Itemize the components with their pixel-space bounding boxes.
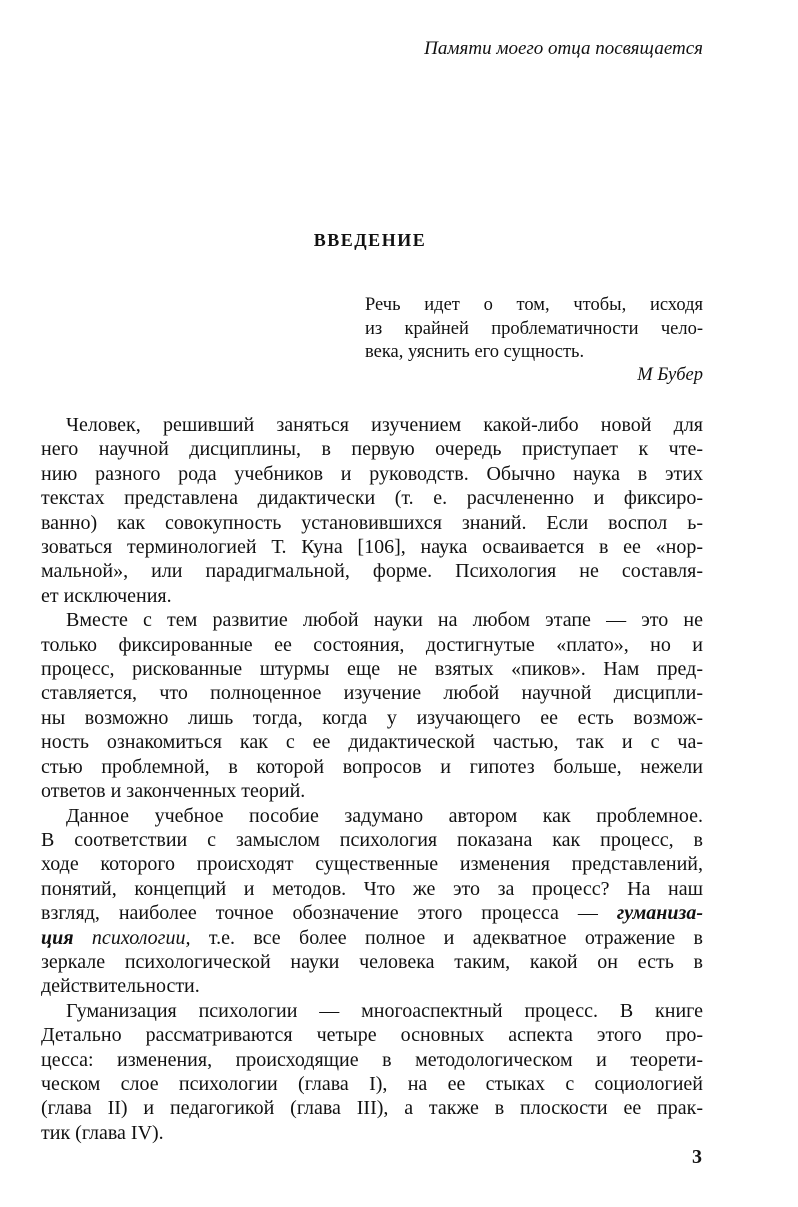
text-line: тик (глава IV). — [41, 1121, 164, 1144]
text-line: зоваться терминологией Т. Куна [106], наука осваивается в ее «нор- — [41, 536, 703, 559]
text-line: ставляется, что полноценное изучение любой научной дисципли- — [41, 682, 703, 705]
paragraph-3 — [41, 804, 703, 999]
paragraph-4 — [41, 999, 703, 1145]
text-line: ходе которого происходят существенные изменения представлений, — [41, 853, 703, 876]
text-line: текстах представлена дидактически (т. е. расчлененно и фиксиро- — [41, 487, 703, 510]
text-line: ет исключения. — [41, 584, 172, 607]
text-line: Детально рассматриваются четыре основных аспекта этого про- — [41, 1024, 703, 1047]
text-line: (глава II) и педагогикой (глава III), а также в плоскости ее прак- — [41, 1097, 703, 1120]
text-run: т.е. все более полное и адекватное отражение в — [190, 926, 703, 949]
paragraph-2 — [41, 608, 703, 803]
text-line: Данное учебное пособие задумано автором как проблемное. — [66, 804, 703, 827]
epigraph — [365, 294, 703, 365]
text-line: стью проблемной, в которой вопросов и гипотез больше, нежели — [41, 755, 703, 778]
body-text — [41, 413, 703, 1145]
text-line: Гуманизация психологии — многоаспектный процесс. В книге — [66, 999, 703, 1022]
text-line: мальной», или парадигмальной, форме. Психология не составля- — [41, 560, 703, 583]
text-line: Человек, решивший заняться изучением какой-либо новой для — [66, 414, 703, 436]
text-line: нию разного рода учебников и руководств. Обычно наука в этих — [41, 462, 703, 485]
text-line: ванно) как совокупность установившихся знаний. Если воспол ь- — [41, 511, 703, 534]
text-line: ность ознакомиться как с ее дидактической частью, так и с ча- — [41, 731, 703, 754]
epigraph-line: из крайней проблематичности чело- — [365, 318, 703, 339]
epigraph-author: М Бубер — [637, 365, 703, 385]
emphasized-term: ция — [41, 926, 74, 949]
epigraph-line: века, уяснить его сущность. — [365, 342, 585, 362]
text-line: цесса: изменения, происходящие в методологическом и теорети- — [41, 1048, 703, 1071]
dedication: Памяти моего отца посвящается — [424, 38, 703, 59]
text-line: ответов и законченных теорий. — [41, 780, 306, 803]
text-run: взгляд, наиболее точное обозначение этого процесса — — [41, 902, 617, 925]
text-line: него научной дисциплины, в первую очередь приступает к чте- — [41, 438, 703, 461]
epigraph-line: Речь идет о том, чтобы, исходя — [365, 295, 703, 315]
text-line: действительности. — [41, 975, 200, 998]
chapter-title: ВВЕДЕНИЕ — [313, 230, 427, 250]
text-line: Вместе с тем развитие любой науки на любом этапе — это не — [66, 609, 703, 632]
text-line — [41, 926, 703, 950]
text-line: только фиксированные ее состояния, достигнутые «плато», но и — [41, 633, 703, 656]
page-number: 3 — [692, 1146, 702, 1168]
text-line: В соответствии с замыслом психология показана как процесс, в — [41, 828, 703, 851]
text-line — [41, 901, 703, 925]
text-line: ны возможно лишь тогда, когда у изучающего ее есть возмож- — [41, 706, 703, 729]
text-line: ческом слое психологии (глава I), на ее стыках с социологией — [41, 1072, 703, 1095]
paragraph-1 — [41, 413, 703, 608]
text-line: понятий, концепций и методов. Что же это за процесс? На наш — [41, 877, 703, 900]
emphasized-term: психологии, — [73, 926, 191, 949]
text-line: зеркале психологической науки человека таким, какой он есть в — [41, 950, 703, 973]
emphasized-term: гуманиза- — [616, 902, 703, 925]
text-line: процесс, рискованные штурмы еще не взятых «пиков». Нам пред- — [41, 658, 703, 681]
